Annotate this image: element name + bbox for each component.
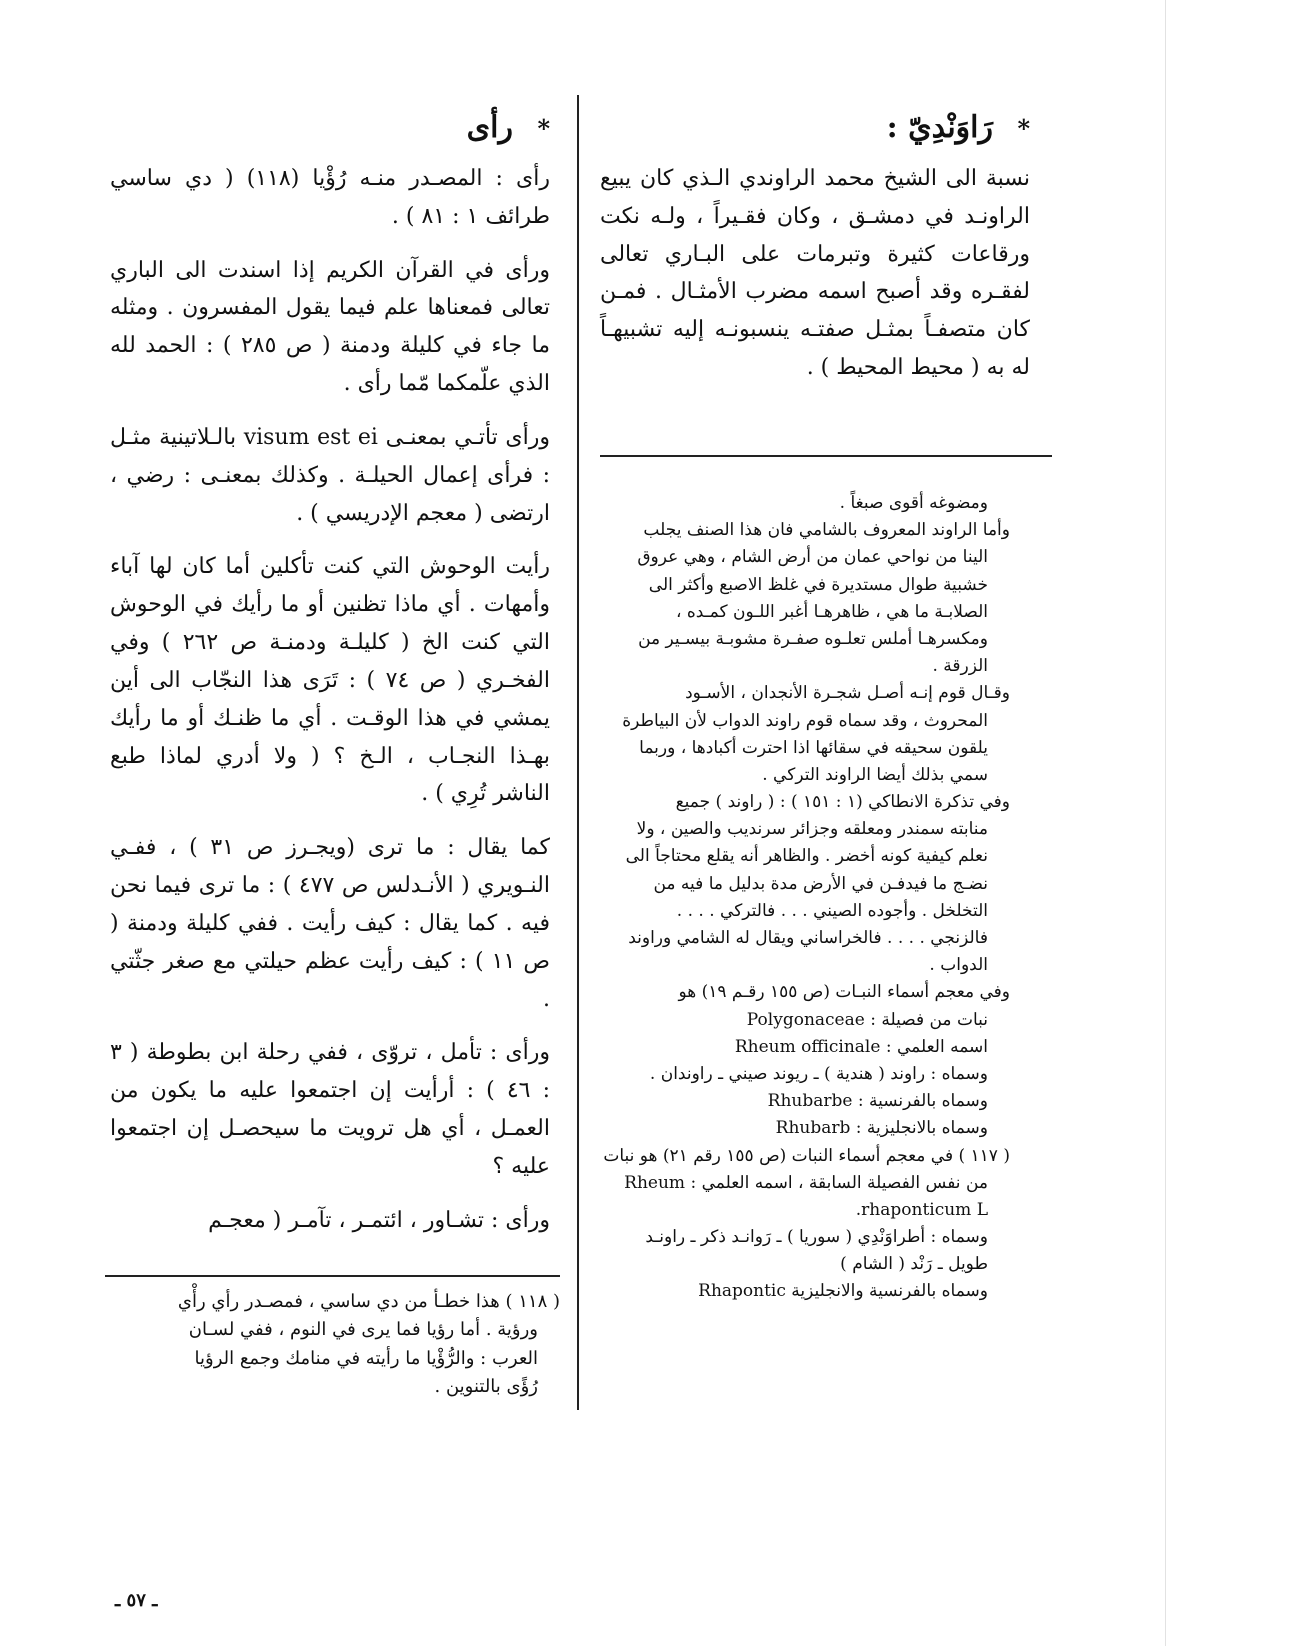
footnote-line: ورؤية . أما رؤيا فما يرى في النوم ، ففي لسـان [188, 1319, 538, 1341]
footnote-line: نبات من فصيلة : Polygonaceae [746, 1009, 988, 1030]
footnote-line: نعلم كيفية كونه أخضر . والظاهر أنه يقلع محتاجاً الى [625, 846, 988, 867]
paragraph: رأى : المصـدر منـه رُؤْيا (١١٨) ( دي ساسي طرائف ١ : ٨١ ) . [110, 166, 550, 229]
scan-margin-line [1165, 0, 1166, 1646]
footnote-line: ( ١١٨ ) هذا خطـأ من دي ساسي ، فمصـدر رأي رأْي [177, 1291, 560, 1312]
paragraph: ورأى تأتـي بمعنـى visum est ei بالـلاتينية مثـل : فرأى إعمال الحيلـة . وكذلك بمعنـى : رضي ، ارتضى ( معجم الإدريسي ) . [110, 424, 551, 526]
entry-body-rawandi: نسبة الى الشيخ محمد الراوندي الـذي كان يبيع الراونـد في دمشـق ، وكان فقـيراً ، ولـه نكت ورقاعات كثيرة وتبرمات على البـاري تعالى لفقـره وقد أصبح اسمه مضرب الأمثـال . فمـن كان متصفـاً بمثـل صفتـه ينسبونـه إليه تشبيهـاً له به ( محيط المحيط ) . [600, 166, 1030, 381]
left-footnotes [110, 1288, 560, 1402]
footnote-line: نضـج ما فيدفـن في الأرض مدة بدليل ما فيه من [653, 873, 988, 894]
footnote-line: سمي بذلك أيضا الراوند التركي . [762, 764, 988, 785]
footnote-line: فالزنجي . . . . فالخراساني ويقال له الشامي وراوند [628, 928, 988, 948]
paragraph: ورأى في القرآن الكريم إذا اسندت الى الباري تعالى فمعناها علم فيما يقول المفسرون . ومثله ما جاء في كليلة ودمنة ( ص ٢٨٥ ) : الحمد لله الذي علّمكما مّما رأى . [110, 257, 550, 397]
footnote-line: وسماه بالفرنسية : Rhubarbe [767, 1091, 988, 1112]
entry-star-icon: * [537, 114, 550, 143]
paragraph: ورأى : تأمل ، تروّى ، ففي رحلة ابن بطوطة ( ٣ : ٤٦ ) : أرأيت إن اجتمعوا عليه ما يكون من العمـل ، أي هل ترويت ما سيحصـل إن اجتمعوا عليه ؟ [110, 1040, 551, 1179]
footnote-line: وسماه بالانجليزية : Rhubarb [775, 1118, 988, 1139]
right-column [600, 110, 1030, 387]
column-divider [577, 95, 579, 1410]
entry-heading-rawandi [600, 110, 1030, 146]
entry-heading-text: رأى [466, 110, 513, 145]
footnote-line: وفي تذكرة الانطاكي (١ : ١٥١ ) : ( راوند ) جميع [675, 792, 1010, 813]
left-column [110, 110, 550, 1256]
paragraph: كما يقال : ما ترى (ويجـرز ص ٣١ ) ، ففـي النـويري ( الأنـدلس ص ٤٧٧ ) : ما ترى فيما نحن فيه . كما يقال : كيف رأيت . ففي كليلة ودمنة ( ص ١١ ) : كيف رأيت عظم حيلتي مع صغر جثّتي . [110, 835, 551, 1012]
footnote-line: خشبية طوال مستديرة في غلظ الاصبع وأكثر الى [648, 574, 988, 595]
footnote-line: المحروث ، وقد سماه قوم راوند الدواب لأن البياطرة [622, 710, 988, 731]
footnote-line: الصلابـة ما هي ، ظاهرهـا أغبر اللـون كمـده ، [675, 601, 988, 622]
footnote-line: يلقون سحيقه في سقائها اذا احترت أكبادها ، وربما [639, 737, 988, 758]
entry-heading-text: رَاوَنْدِيّ : [886, 110, 993, 145]
footnote-line: ( ١١٧ ) في معجم أسماء النبات (ص ١٥٥ رقم ٢١) هو نبات [603, 1145, 1010, 1166]
footnote-line: الزرقة . [932, 656, 988, 677]
page-number: ـ ٥٧ ـ [115, 1590, 158, 1611]
footnote-line: وسماه بالفرنسية والانجليزية Rhapontic [698, 1281, 988, 1302]
paragraph: رأيت الوحوش التي كنت تأكلين أما كان لها آباء وأمهات . أي ماذا تظنين أو ما رأيك في الوحوش التي كنت الخ ( كليلـة ودمنـة ص ٢٦٢ ) وفي الفخـري ( ص ٧٤ ) : تَرَى هذا النجّاب الى أين يمشي في هذا الوقـت . أي ما ظنـك أو ما رأيك بهـذا النجـاب ، الـخ ؟ ( ولا أدري لماذا طبع الناشر تُرِي ) . [110, 554, 550, 807]
footnote-line: طويل ـ رَنْد ( الشام ) [840, 1254, 988, 1275]
footnote-line: ومضوغه أقوى صبغاً . [839, 493, 988, 513]
entry-star-icon: * [1017, 114, 1030, 143]
footnote-line: الدواب . [929, 955, 988, 976]
footnote-line: وفي معجم أسماء النبـات (ص ١٥٥ رقـم ١٩) هو [678, 982, 1010, 1003]
footnote-line: وأما الراوند المعروف بالشامي فان هذا الصنف يجلب [643, 520, 1010, 541]
footnote-line: ومكسرهـا أملس تعلـوه صفـرة مشوبـة بيسـير من [638, 628, 988, 649]
left-footnote-rule [105, 1275, 560, 1277]
footnote-line: وقـال قوم إنـه أصـل شجـرة الأنجدان ، الأسـود [685, 683, 1010, 704]
footnote-line: العرب : والرُّؤْيا ما رأيته في منامك وجمع الرؤيا [194, 1347, 538, 1369]
footnote-line: منابته سمندر ومعلقه وجزائر سرنديب والصين ، ولا [636, 819, 988, 840]
footnote-line: الينا من نواحي عمان من أرض الشام ، وهي عروق [637, 547, 988, 568]
footnote-line: رُؤًى بالتنوين . [434, 1376, 538, 1398]
paragraph: ورأى : تشـاور ، ائتمـر ، تآمـر ( معجـم [208, 1207, 550, 1233]
footnote-line: التخلخل . وأجوده الصيني . . . فالتركي . . . . [676, 900, 988, 921]
footnote-line: وسماه : أطراوَنْدِي ( سوريا ) ـ رَوانـد ذكر ـ راونـد [645, 1227, 988, 1248]
right-footnotes [600, 490, 1010, 1306]
right-footnote-rule [600, 455, 1052, 457]
footnote-line: اسمه العلمي : Rheum officinale [734, 1036, 988, 1057]
footnote-line: من نفس الفصيلة السابقة ، اسمه العلمي : Rheum [624, 1172, 988, 1193]
entry-heading-raa [110, 110, 550, 146]
footnote-line: rhaponticum L. [855, 1199, 988, 1220]
footnote-line: وسماه : راوند ( هندية ) ـ ريوند صيني ـ راوندان . [649, 1063, 988, 1084]
